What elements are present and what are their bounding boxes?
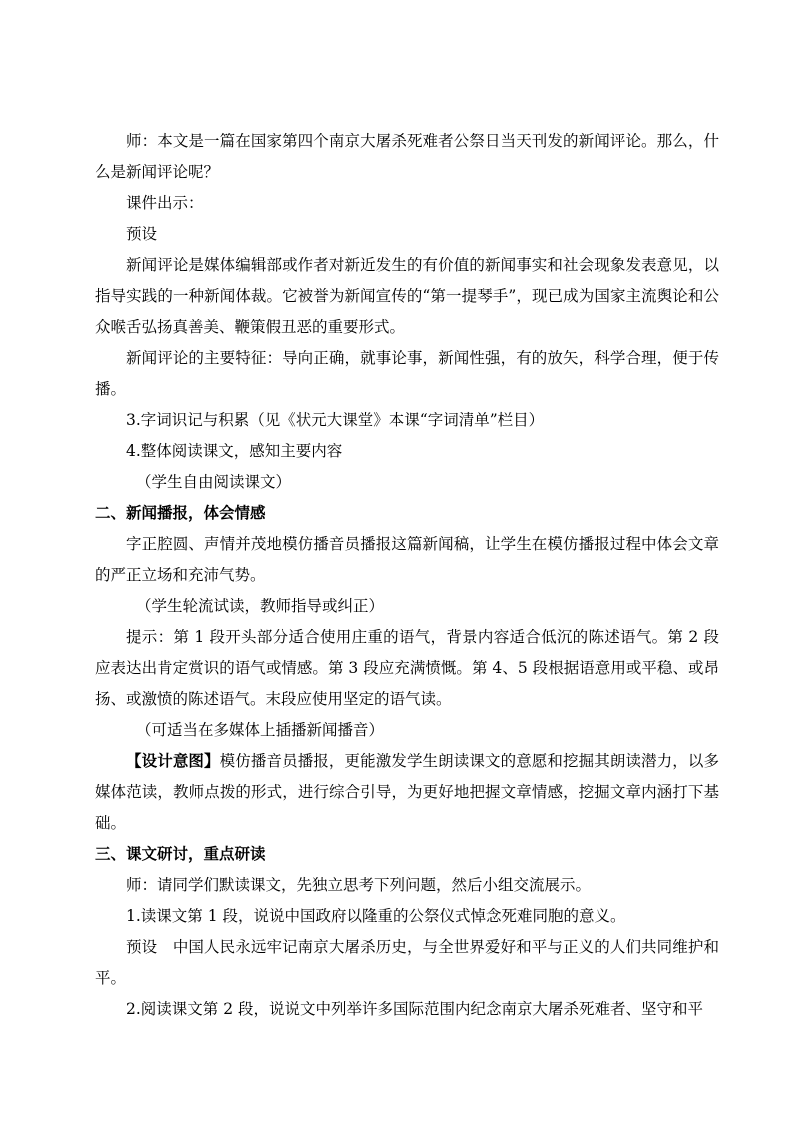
paragraph-vocabulary: 3.字词识记与积累（见《状元大课堂》本课“字词清单”栏目） (126, 411, 545, 429)
section-heading-news-broadcast: 二、新闻播报，体会情感 (95, 504, 266, 522)
paragraph-free-reading-note: （学生自由阅读课文） (136, 473, 292, 491)
paragraph-silent-reading: 师：请同学们默读课文，先独立思考下列问题，然后小组交流展示。 (126, 876, 592, 894)
paragraph-overall-reading: 4.整体阅读课文，感知主要内容 (126, 442, 343, 460)
paragraph-question-2: 2.阅读课文第 2 段，说说文中列举许多国际范围内纪念南京大屠杀死难者、坚守和平 (126, 1000, 704, 1018)
paragraph-trial-reading-note: （学生轮流试读，教师指导或纠正） (136, 597, 385, 615)
paragraph-preset-label: 预设 (126, 225, 158, 243)
paragraph-multimedia-note: （可适当在多媒体上插播新闻播音） (136, 721, 385, 739)
document-body (95, 126, 719, 1025)
paragraph-reading-tips: 提示：第 1 段开头部分适合使用庄重的语气，背景内容适合低沉的陈述语气。第 2 段应表达出肯定赏识的语气或情感。第 3 段应充满愤慨。第 4、5 段根据语意用或平稳、或昂扬、或激愤的陈述语气。末段应使用坚定的语气读。 (95, 628, 719, 708)
paragraph-question-1: 1.读课文第 1 段，说说中国政府以隆重的公祭仪式悼念死难同胞的意义。 (126, 907, 626, 925)
paragraph-preset-answer-1: 预设 中国人民永远牢记南京大屠杀历史，与全世界爱好和平与正义的人们共同维护和平。 (95, 938, 719, 987)
design-intent-text: 模仿播音员播报，更能激发学生朗读课文的意愿和挖掘其朗读潜力，以多媒体范读，教师点拨的形式，进行综合引导，为更好地把握文章情感，挖掘文章内涵打下基础。 (95, 752, 719, 832)
paragraph-broadcast-imitation: 字正腔圆、声情并茂地模仿播音员播报这篇新闻稿，让学生在模仿播报过程中体会文章的严正立场和充沛气势。 (95, 535, 719, 584)
paragraph-courseware: 课件出示： (126, 194, 204, 212)
paragraph-news-commentary-definition: 新闻评论是媒体编辑部或作者对新近发生的有价值的新闻事实和社会现象发表意见，以指导实践的一种新闻体裁。它被誉为新闻宣传的“第一提琴手”，现已成为国家主流舆论和公众喉舌弘扬真善美、鞭策假丑恶的重要形式。 (95, 256, 719, 336)
paragraph-news-commentary-features: 新闻评论的主要特征：导向正确，就事论事，新闻性强，有的放矢，科学合理，便于传播。 (95, 349, 719, 398)
design-intent-label: 【设计意图】 (126, 752, 220, 770)
paragraph-teacher-intro: 师：本文是一篇在国家第四个南京大屠杀死难者公祭日当天刊发的新闻评论。那么，什么是新闻评论呢？ (95, 132, 719, 181)
section-heading-text-study: 三、课文研讨，重点研读 (95, 845, 266, 863)
paragraph-design-intent (95, 746, 719, 839)
